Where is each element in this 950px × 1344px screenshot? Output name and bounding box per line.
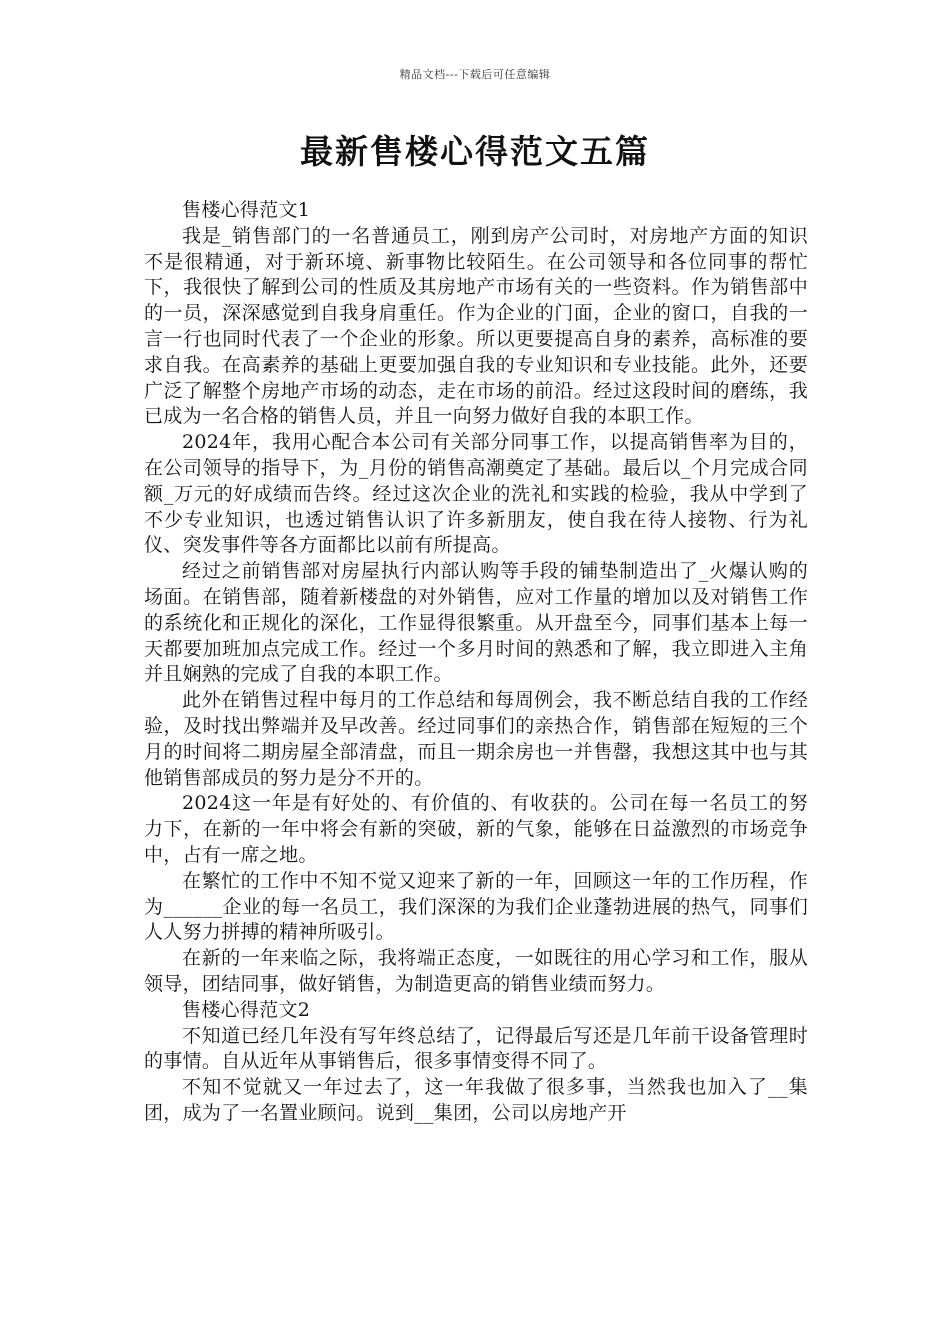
document-body xyxy=(144,198,808,1127)
paragraph: 不知道已经几年没有写年终总结了，记得最后写还是几年前干设备管理时的事情。自从近年从事销售后，很多事情变得不同了。 xyxy=(144,1024,808,1073)
paragraph: 经过之前销售部对房屋执行内部认购等手段的铺垫制造出了_火爆认购的场面。在销售部，随着新楼盘的对外销售，应对工作量的增加以及对销售工作的系统化和正规化的深化，工作显得很繁重。从开盘至今，同事们基本上每一天都要加班加点完成工作。经过一个多月时间的熟悉和了解，我立即进入主角并且娴熟的完成了自我的本职工作。 xyxy=(144,560,808,686)
section-heading: 售楼心得范文1 xyxy=(182,199,311,221)
header-note: 精品文档---下载后可任意编辑 xyxy=(399,68,551,81)
paragraph: 2024这一年是有好处的、有价值的、有收获的。公司在每一名员工的努力下，在新的一年中将会有新的突破，新的气象，能够在日益激烈的市场竞争中，占有一席之地。 xyxy=(144,792,808,866)
paragraph: 2024年，我用心配合本公司有关部分同事工作，以提高销售率为目的，在公司领导的指导下，为_月份的销售高潮奠定了基础。最后以_个月完成合同额_万元的好成绩而告终。经过这次企业的洗礼和实践的检验，我从中学到了不少专业知识，也透过销售认识了许多新朋友，使自我在待人接物、行为礼仪、突发事件等各方面都比以前有所提高。 xyxy=(144,431,808,557)
section-heading: 售楼心得范文2 xyxy=(182,998,311,1021)
paragraph: 在新的一年来临之际，我将端正态度，一如既往的用心学习和工作，服从领导，团结同事，做好销售，为制造更高的销售业绩而努力。 xyxy=(144,947,808,995)
paragraph: 此外在销售过程中每月的工作总结和每周例会，我不断总结自我的工作经验，及时找出弊端并及早改善。经过同事们的亲热合作，销售部在短短的三个月的时间将二期房屋全部清盘，而且一期余房也一并售罄，我想这其中也与其他销售部成员的努力是分不开的。 xyxy=(144,689,808,789)
paragraph: 不知不觉就又一年过去了，这一年我做了很多事，当然我也加入了__集团，成为了一名置业顾问。说到__集团，公司以房地产开 xyxy=(144,1076,808,1124)
paragraph: 我是_销售部门的一名普通员工，刚到房产公司时，对房地产方面的知识不是很精通，对于新环境、新事物比较陌生。在公司领导和各位同事的帮忙下，我很快了解到公司的性质及其房地产市场有关的一些资料。作为销售部中的一员，深深感觉到自我身肩重任。作为企业的门面，企业的窗口，自我的一言一行也同时代表了一个企业的形象。所以更要提高自身的素养，高标准的要求自我。在高素养的基础上更要加强自我的专业知识和专业技能。此外，还要广泛了解整个房地产市场的动态，走在市场的前沿。经过这段时间的磨练，我已成为一名合格的销售人员，并且一向努力做好自我的本职工作。 xyxy=(144,224,808,428)
page-title: 最新售楼心得范文五篇 xyxy=(300,132,650,171)
paragraph: 在繁忙的工作中不知不觉又迎来了新的一年，回顾这一年的工作历程，作为______企业的每一名员工，我们深深的为我们企业蓬勃进展的热气，同事们人人努力拼搏的精神所吸引。 xyxy=(144,869,808,944)
